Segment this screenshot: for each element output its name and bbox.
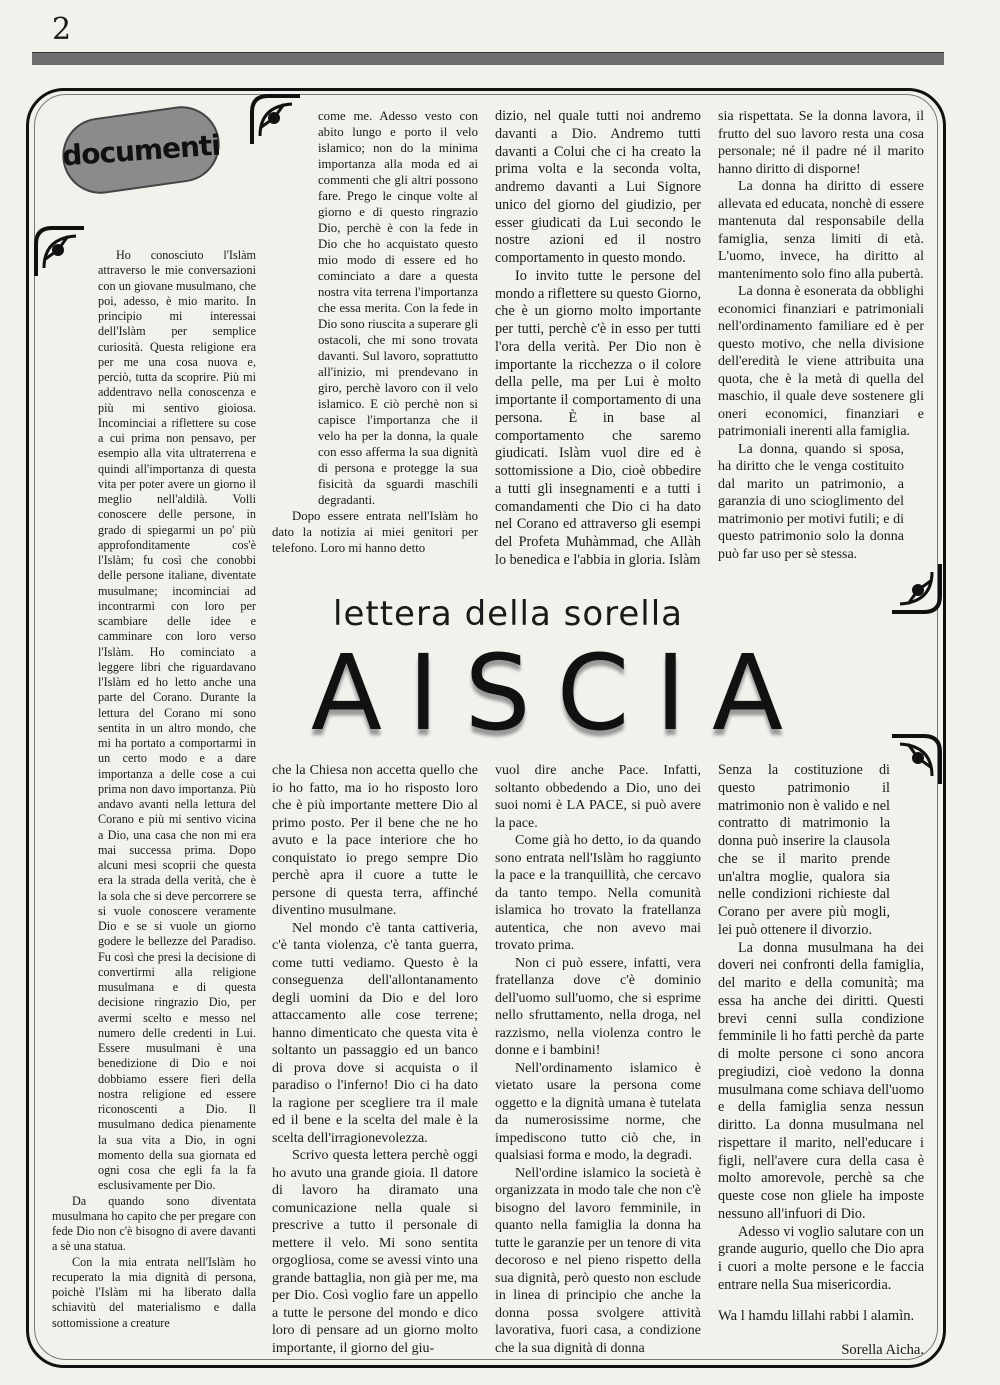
header-rule xyxy=(32,52,944,65)
paragraph: Scrivo questa lettera perchè oggi ho avuto una grande gioia. Il datore di lavoro ha diramato una comunicazione nella quale si prescrive a tutto il personale di mettere il velo. Mi sono sentita orgogliosa, come se avessi vinto una grande battaglia, non già per me, ma per Dio. Così voglio fare un appello a tutte le persone del mondo e dico loro di pensare ad un giorno molto importante, il giorno del giu- xyxy=(272,1148,478,1356)
paragraph: Non ci può essere, infatti, vera fratellanza dove c'è dominio dell'uomo sull'uomo, che si esprime nello sfruttamento, nella droga, nel razzismo, nella violenza contro le donne e i bambini! xyxy=(495,955,701,1058)
corner-ornament-icon xyxy=(888,560,944,616)
paragraph: Da quando sono diventata musulmana ho capito che per pregare con fede Dio non c'è bisogno di avere davanti a sè una statua. xyxy=(52,1193,256,1254)
paragraph: dizio, nel quale tutti noi andremo davanti a Dio. Andremo tutti davanti a Colui che ci ha creato la prima volta e la seconda volta, andremo davanti a Lui Signore unico del giorno del giudizio, per esser giudicati da Lui secondo le nostre azioni ed il nostro comportamento in questo mondo. xyxy=(495,108,701,266)
paragraph: come me. Adesso vesto con abito lungo e porto il velo islamico; non do la minima importanza alla moda ed ai commenti che gli altri possono fare. Prego le cinque volte al giorno e di questo ringrazio Dio, perchè è con la fede in Dio che ho acquistato questo mio modo di essere ed ho cominciato a dare a questa nostra vita terrena l'importanza che essa merita. Con la fede in Dio sono riuscita a superare gli ostacoli, che mi sono trovata davanti. Sul lavoro, soprattutto all'inizio, mi prendevano in giro, perchè lavoro con il velo islamico. E ciò perchè non si capisce l'importanza che il velo ha per la donna, la quale con esso afferma la sua dignità di persona e protegge la sua fisicità da sguardi maschili degradanti. xyxy=(318,109,478,507)
paragraph: sia rispettata. Se la donna lavora, il frutto del suo lavoro resta una cosa personale; né il padre né il marito hanno diritto di disporne! xyxy=(718,109,924,177)
headline-name: AISCIA xyxy=(310,632,810,754)
paragraph: Io invito tutte le persone del mondo a riflettere su questo Giorno, che è un giorno molto importante per tutti, perchè c'è in esso per tutti l'ora della verità. Per Dio non è importante la ricchezza o il colore della pelle, ma per Lui è molto importante il comportamento di una persona. È in base al comportamento che saremo giudicati. Islàm vuol dire ed è sottomissione a Dio, cioè obbedire a tutti gli insegnamenti e a tutti i comandamenti che Dio ci ha dato nel Corano ed attraverso gli esempi del Profeta Muhàmmad, che Allàh lo benedica e l'abbia in gloria. Islàm xyxy=(495,267,701,568)
column-4 xyxy=(718,108,924,563)
paragraph: La donna è esonerata da obblighi economici finanziari e patrimoniali nell'ordinamento familiare ed è per questo motivo, che nella divisione dell'eredità le viene attribuita una quota, che è la metà di quella del maschio, il quale deve sostenere gli oneri economici, finanziari e patrimoniali inerenti alla famiglia. xyxy=(718,284,924,439)
headline-subtitle: lettera della sorella xyxy=(333,594,683,634)
paragraph: Dopo essere entrata nell'Islàm ho dato la notizia ai miei genitori per telefono. Loro mi hanno detto xyxy=(272,509,478,555)
paragraph: Adesso vi voglio salutare con un grande augurio, quello che Dio apra i cuori a molte persone e le faccia entrare nella Sua misericordia. xyxy=(718,1223,924,1293)
paragraph: Come già ho detto, io da quando sono entrata nell'Islàm ho raggiunto la pace e la tranquillità, che cercavo da tanto tempo. Nella comunità islamica ho trovato la fratellanza autentica, che non avevo mai trovato prima. xyxy=(495,833,701,953)
column-2-lower xyxy=(272,762,478,1357)
paragraph: Nel mondo c'è tanta cattiveria, c'è tanta violenza, c'è tanta guerra, come tutti vediamo. Questo è la conseguenza dell'allontanamento degli uomini da Dio e del loro attaccamento alle cose terrene; hanno dimenticato che questa vita è soltanto un passaggio ed un banco di prova dove si acquista o il paradiso o l'inferno! Dio ci ha dato la ragione per scegliere tra il male ed il bene e la scelta del male è la scelta dell'irragionevolezza. xyxy=(272,920,478,1146)
column-4-lower xyxy=(718,762,924,1295)
paragraph: Nell'ordine islamico la società è organizzata in modo tale che non c'è bisogno del lavoro femminile, in quanto nella famiglia la donna ha tutte le garanzie per un tenore di vita decoroso e nel pieno rispetto della sua dignità, però questo non esclude in linea di principio che anche la donna possa svolgere attività lavorativa, fuori casa, a condizione che la sua dignità di donna xyxy=(495,1165,701,1356)
column-3-lower xyxy=(495,762,701,1357)
paragraph: vuol dire anche Pace. Infatti, soltanto obbedendo a Dio, uno dei suoi nomi è LA PACE, si può avere la pace. xyxy=(495,763,701,831)
column-2 xyxy=(272,108,478,556)
paragraph: Ho conosciuto l'Islàm attraverso le mie conversazioni con un giovane musulmano, che poi, adesso, è mio marito. In principio mi interessai dell'Islàm per semplice curiosità. Questa religione era per me una cosa nuova e, perciò, tutta da scoprire. Più mi addentravo nella conoscenza e più mi sentivo gioiosa. Incominciai a riflettere su cose a cui prima non pensavo, per esempio alla vita ultraterrena e quindi all'importanza di questa vita per poter avere un giorno il meglio nell'aldilà. Volli conoscere delle persone, in grado di spiegarmi un po' più approfonditamente cos'è l'Islàm; fu così che conobbi delle persone italiane, diventate musulmane; incominciai ad incontrarmi con loro per scambiare delle idee e camminare con loro verso l'Islàm. Ho cominciato a leggere libri che riguardavano l'Islàm ed ho letto anche una parte del Corano. Durante la lettura del Corano mi sono sentita in un altro mondo, che mi ha portato a comportarmi in un certo modo e a dare importanza a delle cose a cui prima non davo importanza. Più andavo avanti nella lettura del Corano e più mi sentivo vicina a Dio, una casa che non mi era mai successa prima. Dopo alcuni mesi scoprii che questa era la strada della verità, che è la sola che si deve percorrere se si vuole conoscere veramente Dio e se si vuole un giorno godere le bellezze del Paradiso. Fu così che presi la decisione di convertirmi alla religione musulmana e di questa decisione ringrazio Dio, per avermi scelto e messo nel numero delle credenti in Lui. Essere musulmani è una benedizione di Dio e noi dobbiamo essere fieri della nostra religione ed essere riconoscenti a Dio. Il musulmano dedica pienamente la sua vita a Dio, in ogni momento della sua giornata ed ogni cosa che egli fa la fa esclusivamente per Dio. xyxy=(98,248,256,1193)
paragraph: che la Chiesa non accetta quello che io ho fatto, ma io ho risposto loro che è più importante mettere Dio al primo posto. Per il bene che ne ho avuto e la pace interiore che ho conquistato io prego sempre Dio perchè apra il cuore a tutte le persone di questa terra, affinché diventino musulmane. xyxy=(272,763,478,918)
section-badge-label: documenti xyxy=(61,128,221,172)
paragraph: Nell'ordinamento islamico è vietato usare la persona come oggetto e la dignità umana è tutelata da numerosissime norme, che impediscono tutto ciò che, in qualsiasi forma e modo, la degradi. xyxy=(495,1060,701,1163)
paragraph: La donna musulmana ha dei doveri nei confronti della famiglia, del marito e della comunità; ma essa ha anche dei diritti. Questi brevi cenni sulla condizione femminile li ho fatti perchè da parte di molte persone ci sono ancora pregiudizi, cioè vedono la donna musulmana come schiava dell'uomo e della famiglia senza nessun diritto. La donna musulmana nel rispettare il marito, nell'educare i figli, nell'avere cura della casa è molto amorevole, perchè sa che queste cose non gliele ha imposte nessuno all'infuori di Dio. xyxy=(718,939,924,1222)
column-3 xyxy=(495,108,701,570)
paragraph: La donna ha diritto di essere allevata ed educata, nonchè di essere mantenuta dal responsabile della famiglia, senza limiti di età. L'uomo, invece, ha diritto al mantenimento solo fino alla pubertà. xyxy=(718,179,925,282)
closing-signature: Sorella Aicha. xyxy=(841,1342,924,1358)
closing xyxy=(718,1306,924,1360)
paragraph: Con la mia entrata nell'Islàm ho recuperato la mia dignità di persona, poichè l'Islàm mi ha liberato dalla schiavitù del materialismo e dalla sottomissione a creature xyxy=(52,1254,256,1330)
paragraph: La donna, quando si sposa, ha diritto che le venga costituito dal marito un patrimonio, a garanzia di uno scioglimento del matrimonio per motivi futili; e di questo patrimonio solo la donna può far uso per sè stessa. xyxy=(718,441,904,562)
column-1 xyxy=(52,248,256,1331)
page-number: 2 xyxy=(52,12,72,47)
closing-salutation: Wa l hamdu lillahi rabbi l alamìn. xyxy=(718,1308,915,1324)
paragraph: Senza la costituzione di questo patrimonio il matrimonio non è valido e nel contratto di matrimonio la donna può inserire la clausola che se il marito prende un'altra moglie, qualora sia nelle condizioni richieste dal Corano per avere più mogli, lei può ottenere il divorzio. xyxy=(718,762,890,938)
